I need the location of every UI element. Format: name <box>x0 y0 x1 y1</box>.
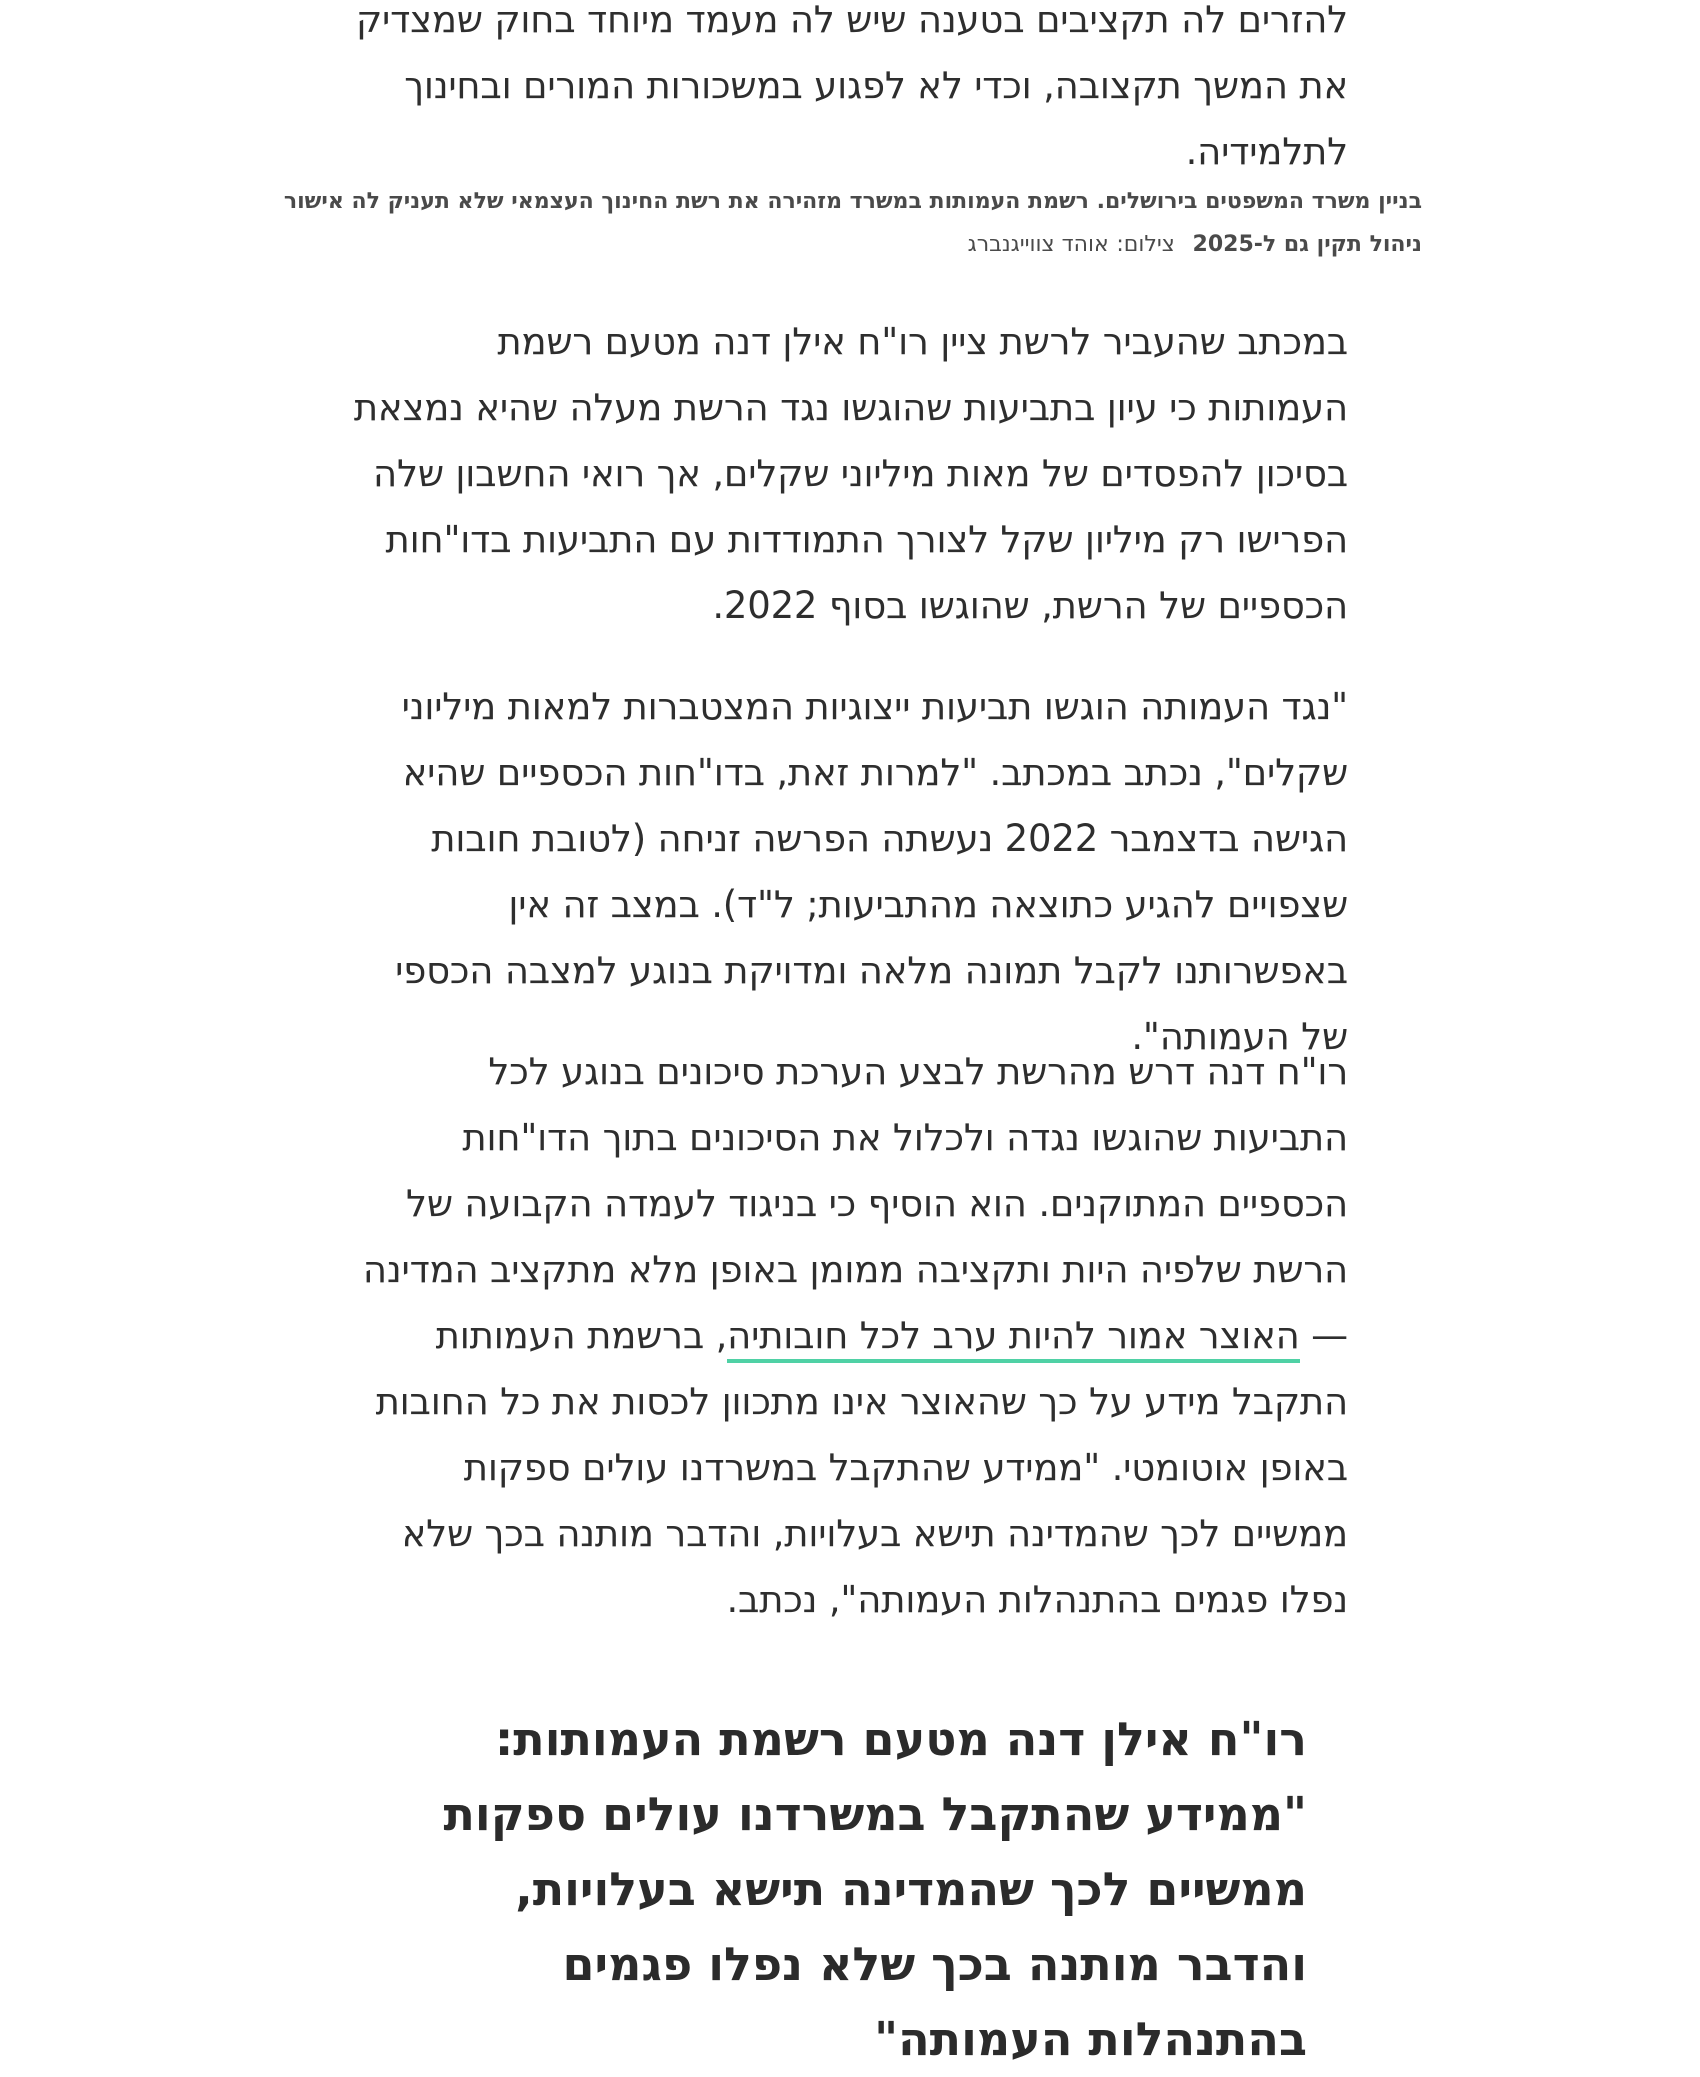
paragraph-4-text-after-link: , ברשמת העמותות התקבל מידע על כך שהאוצר אינו מתכוון לכסות את כל החובות באופן אוטומטי. "ממידע שהתקבל במשרדנו עולים ספקות ממשיים לכך שהמדינה תישא בעלויות, והדבר מותנה בכך שלא נפלו פגמים בהתנהלות העמותה", נכתב. <box>375 1314 1348 1621</box>
paragraph-3: "נגד העמותה הוגשו תביעות ייצוגיות המצטברות למאות מיליוני שקלים", נכתב במכתב. "למרות זאת, בדו"חות הכספיים שהיא הגישה בדצמבר 2022 נעשתה הפרשה זניחה (לטובת חובות שצפויים להגיע כתוצאה מהתביעות; ל"ד). במצב זה אין באפשרותנו לקבל תמונה מלאה ומדויקת בנוגע למצבה הכספי של העמותה". <box>395 685 1348 1058</box>
caption-text: בניין משרד המשפטים בירושלים. רשמת העמותות במשרד מזהירה את רשת החינוך העצמאי שלא תעניק לה אישור ניהול תקין גם ל-2025 <box>283 189 1422 257</box>
intro-paragraph: להזרים לה תקציבים בטענה שיש לה מעמד מיוחד בחוק שמצדיק את המשך תקצובה, וכדי לא לפגוע במשכורות המורים ובחינוך לתלמידיה. <box>355 0 1348 173</box>
caption-credit-name: אוהד צווייגנברג <box>967 232 1109 257</box>
article-body <box>348 0 1348 185</box>
paragraph-4 <box>348 1039 1348 1633</box>
paragraph-2: במכתב שהעביר לרשת ציין רו"ח אילן דנה מטעם רשמת העמותות כי עיון בתביעות שהוגשו נגד הרשת מעלה שהיא נמצאת בסיכון להפסדים של מאות מיליוני שקלים, אך רואי החשבון שלה הפרישו רק מיליון שקל לצורך התמודדות עם התביעות בדו"חות הכספיים של הרשת, שהוגשו בסוף 2022. <box>353 320 1348 627</box>
pull-quote: רו"ח אילן דנה מטעם רשמת העמותות: "ממידע שהתקבל במשרדנו עולים ספקות ממשיים לכך שהמדינה תישא בעלויות, והדבר מותנה בכך שלא נפלו פגמים בהתנהלות העמותה" <box>443 1712 1307 2066</box>
paragraph-4-text-before-link: רו"ח דנה דרש מהרשת לבצע הערכת סיכונים בנוגע לכל התביעות שהוגשו נגדה ולכלול את הסיכונים בתוך הדו"חות הכספיים המתוקנים. הוא הוסיף כי בניגוד לעמדה הקבועה של הרשת שלפיה היות ותקציבה ממומן באופן מלא מתקציב המדינה — <box>362 1050 1348 1357</box>
photo-caption <box>272 180 1422 266</box>
caption-credit-label: צילום: <box>1116 232 1175 257</box>
treasury-guarantee-link[interactable]: האוצר אמור להיות ערב לכל חובותיה <box>727 1314 1299 1363</box>
